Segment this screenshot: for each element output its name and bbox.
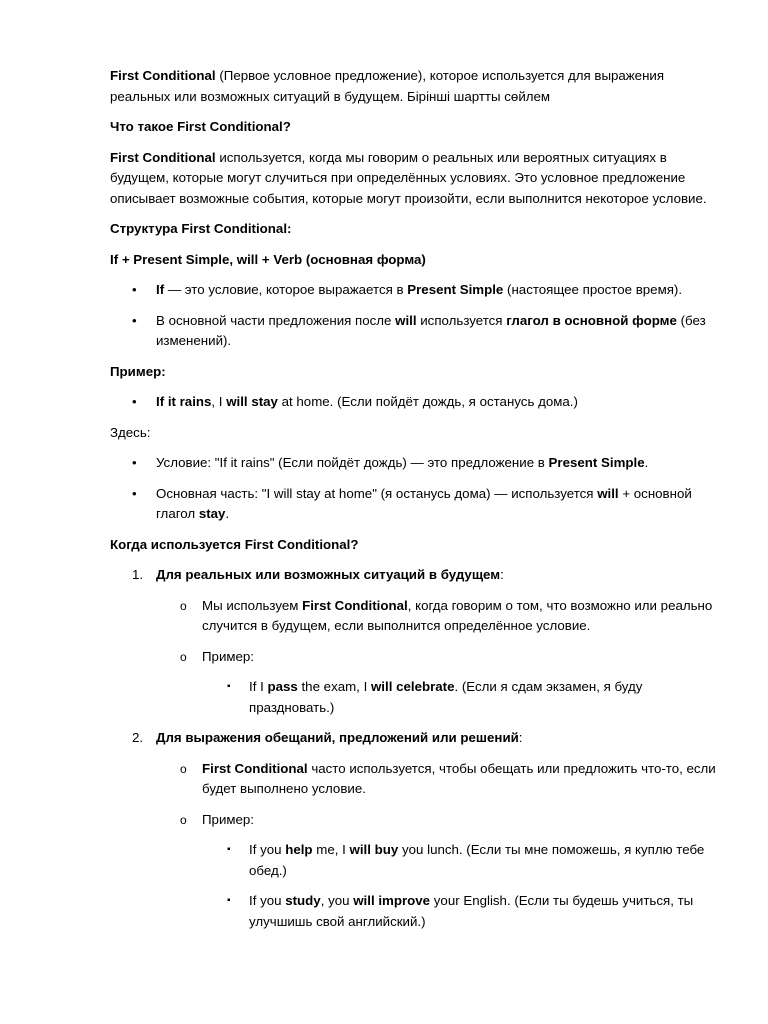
list-number: 2.: [132, 730, 144, 745]
bullet-icon: •: [132, 485, 137, 501]
list-item-example: • If it rains, I will stay at home. (Если пойдёт дождь, я останусь дома.): [110, 392, 720, 413]
list-number: 1.: [132, 567, 144, 582]
list-item-will: • В основной части предложения после will используется глагол в основной форме (без изменений).: [132, 312, 706, 348]
heading-example: Пример:: [110, 363, 166, 379]
bullet-icon: •: [132, 282, 137, 297]
numbered-item-1: 1. Для реальных или возможных ситуаций в будущем:: [110, 565, 720, 586]
sub-item-example-label-2: o Пример:: [110, 810, 720, 831]
structure-formula: If + Present Simple, will + Verb (основная форма): [110, 251, 426, 267]
list-item-main-part: • Основная часть: "I will stay at home" (я останусь дома) — используется will + основной глагол stay.: [132, 485, 692, 521]
square-bullet-icon: ▪: [227, 895, 231, 906]
document-body: [110, 66, 720, 942]
list-item-condition: • Условие: "If it rains" (Если пойдёт дождь) — это предложение в Present Simple.: [110, 453, 720, 474]
heading-what: Что такое First Conditional?: [110, 119, 291, 134]
square-bullet-icon: ▪: [227, 844, 231, 855]
list-item-if: • If — это условие, которое выражается в Present Simple (настоящее простое время).: [110, 280, 720, 301]
circle-bullet-icon: o: [180, 649, 187, 664]
here-label: Здесь:: [110, 424, 151, 440]
heading-structure: Структура First Conditional:: [110, 221, 292, 236]
sub-sub-item-study-english: ▪ If you study, you will improve your English. (Если ты будешь учиться, ты улучшишь свой английский.): [227, 893, 694, 929]
sub-item-usage-2: o First Conditional часто используется, чтобы обещать или предложить что-то, если будет выполнено условие.: [180, 760, 716, 796]
bullet-icon: •: [132, 455, 137, 470]
intro-paragraph: First Conditional (Первое условное предложение), которое используется для выражения реальных или возможных ситуаций в будущем. Бірінші шартты сөйлем: [110, 68, 665, 104]
sub-sub-item-help-lunch: ▪ If you help me, I will buy you lunch. (Если ты мне поможешь, я куплю тебе обед.): [227, 842, 705, 878]
bullet-icon: •: [132, 312, 137, 328]
square-bullet-icon: ▪: [227, 681, 231, 692]
heading-when: Когда используется First Conditional?: [110, 536, 359, 552]
sub-item-usage-1: o Мы используем First Conditional, когда говорим о том, что возможно или реально случится в будущем, если выполнится определённое условие.: [180, 597, 713, 633]
circle-bullet-icon: o: [180, 761, 187, 776]
circle-bullet-icon: o: [180, 812, 187, 827]
circle-bullet-icon: o: [180, 598, 187, 613]
definition-paragraph: First Conditional используется, когда мы говорим о реальных или вероятных ситуациях в будущем, которые могут случиться при определённых условиях. Это условное предложение описывает возможные события, которые могут произойти, если выполнится некоторое условие.: [110, 149, 707, 206]
numbered-item-2: 2. Для выражения обещаний, предложений или решений:: [110, 728, 720, 749]
bullet-icon: •: [132, 394, 137, 409]
sub-sub-item-pass-exam: ▪ If I pass the exam, I will celebrate. (Если я сдам экзамен, я буду праздновать.): [227, 679, 643, 715]
sub-item-example-label-1: o Пример:: [110, 647, 720, 668]
